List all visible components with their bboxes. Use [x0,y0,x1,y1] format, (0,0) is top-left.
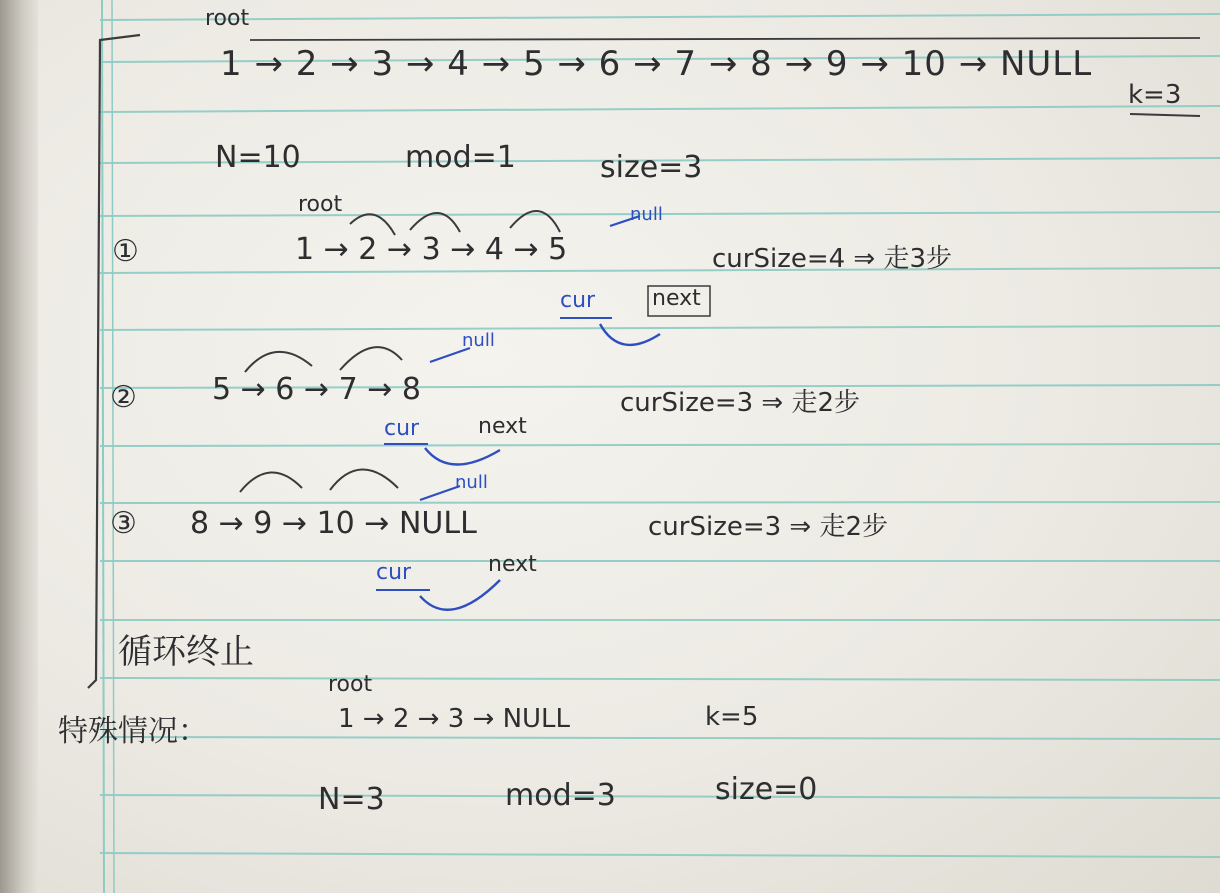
header-root-label: root [205,6,250,31]
step-1-next: next [652,286,701,311]
param-n: N=10 [215,140,301,175]
step-3-cursize: curSize=3 ⇒ 走2步 [648,512,889,542]
special-linked-list: 1 → 2 → 3 → NULL [338,704,571,734]
step-1-root-label: root [298,192,343,217]
step-1-cur: cur [560,288,596,313]
notebook-edge [0,0,38,893]
special-k-value: k=5 [705,702,759,732]
step-2-null: null [462,330,495,351]
margin-line [102,0,104,893]
step-3-chain: 8 → 9 → 10 → NULL [190,506,477,541]
step-3-cur: cur [376,560,412,585]
step-2-next: next [478,414,527,439]
special-case-label: 特殊情况： [58,714,208,749]
param-size: size=3 [600,150,703,185]
step-2-marker: ② [110,380,137,415]
param-mod: mod=1 [405,140,516,175]
special-size: size=0 [715,772,818,807]
step-1-cursize: curSize=4 ⇒ 走3步 [712,244,953,274]
step-2-cursize: curSize=3 ⇒ 走2步 [620,388,861,418]
step-2-cur: cur [384,416,420,441]
step-1-marker: ① [112,234,139,269]
loop-end-note: 循环终止 [118,632,254,672]
special-mod: mod=3 [505,778,616,813]
header-linked-list: 1 → 2 → 3 → 4 → 5 → 6 → 7 → 8 → 9 → 10 → NULL [220,44,1093,84]
special-n: N=3 [318,782,385,817]
step-1-null: null [630,204,663,225]
step-3-next: next [488,552,537,577]
step-2-chain: 5 → 6 → 7 → 8 [212,372,421,407]
step-1-chain: 1 → 2 → 3 → 4 → 5 [295,232,568,267]
header-k-value: k=3 [1128,80,1182,110]
step-3-marker: ③ [110,506,137,541]
step-3-null: null [455,472,488,493]
special-root-label: root [328,672,373,697]
